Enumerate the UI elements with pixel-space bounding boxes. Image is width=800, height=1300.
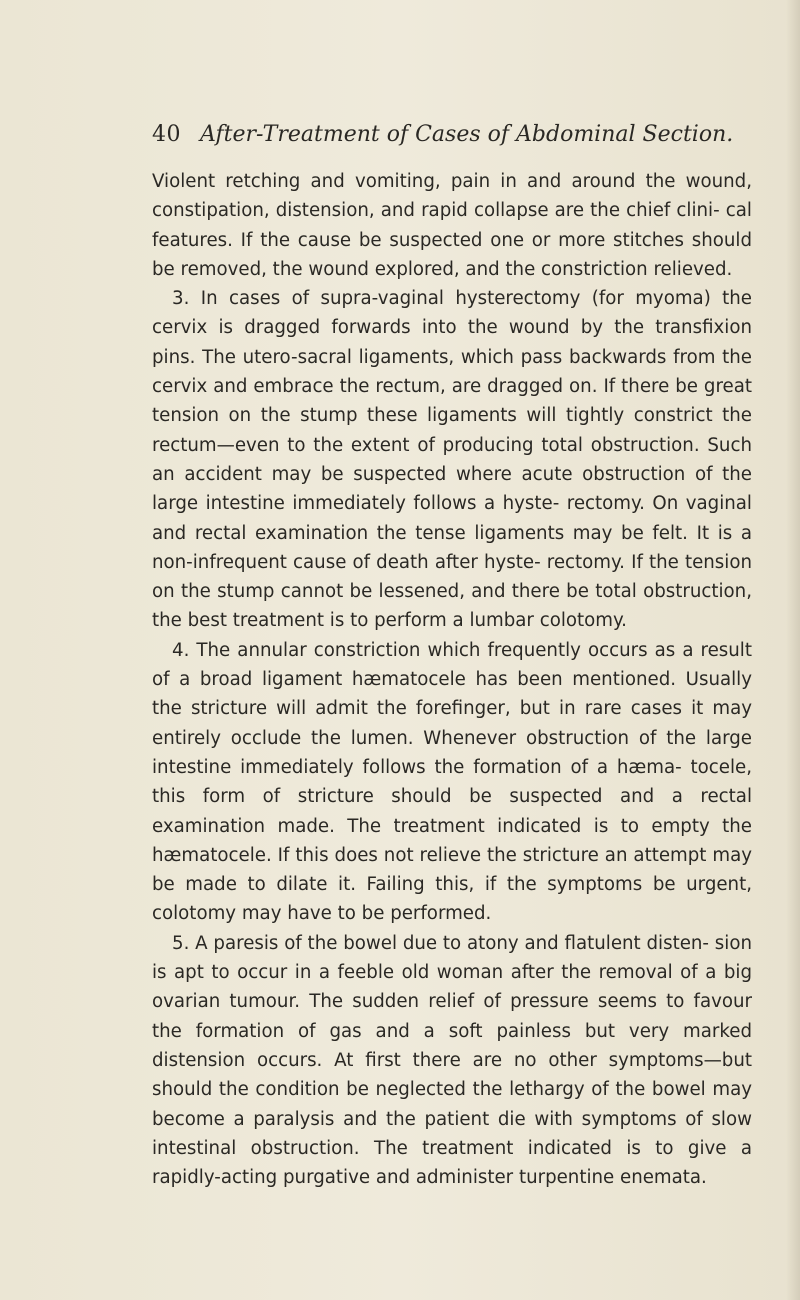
paragraph-continuation: Violent retching and vomiting, pain in and around the wound, constipation, distension, and rapid collapse are the chief clini- cal features. If the cause be suspected one or more stitches should be removed, the wound explored, and the constriction relieved. xyxy=(152,171,752,280)
paragraph-4: 4. The annular constriction which frequently occurs as a result of a broad ligament hæmatocele has been mentioned. Usually the stricture will admit the forefinger, but in rare cases it may entirely occlude the lumen. Whenever obstruction of the large intestine immediately follows the formation of a hæma- tocele, this form of stricture should be suspected and a rectal examination made. The treatment indicated is to empty the hæmatocele. If this does not relieve the stricture an attempt may be made to dilate it. Failing this, if the symptoms be urgent, colotomy may have to be performed. xyxy=(152,639,752,925)
page-number: 40 xyxy=(152,122,181,147)
running-title: After-Treatment of Cases of Abdominal Section. xyxy=(200,122,734,147)
paragraph-5: 5. A paresis of the bowel due to atony and flatulent disten- sion is apt to occur in a feeble old woman after the removal of a big ovarian tumour. The sudden relief of pressure seems to favour the formation of gas and a soft painless but very marked distension occurs. At first there are no other symptoms—but should the condition be neglected the lethargy of the bowel may become a paralysis and the patient die with symptoms of slow intestinal obstruction. The treatment indicated is to give a rapidly-acting purgative and administer turpentine enemata. xyxy=(152,932,752,1189)
body-text xyxy=(152,167,752,1192)
paragraph-3: 3. In cases of supra-vaginal hysterectomy (for myoma) the cervix is dragged forwards into the wound by the transfixion pins. The utero-sacral ligaments, which pass backwards from the cervix and embrace the rectum, are dragged on. If there be great tension on the stump these ligaments will tightly constrict the rectum—even to the extent of producing total obstruction. Such an accident may be suspected where acute obstruction of the large intestine immediately follows a hyste- rectomy. On vaginal and rectal examination the tense ligaments may be felt. It is a non-infrequent cause of death after hyste- rectomy. If the tension on the stump cannot be lessened, and there be total obstruction, the best treatment is to perform a lumbar colotomy. xyxy=(152,288,752,632)
page-header xyxy=(152,121,752,149)
page-edge-shadow xyxy=(786,0,800,1300)
